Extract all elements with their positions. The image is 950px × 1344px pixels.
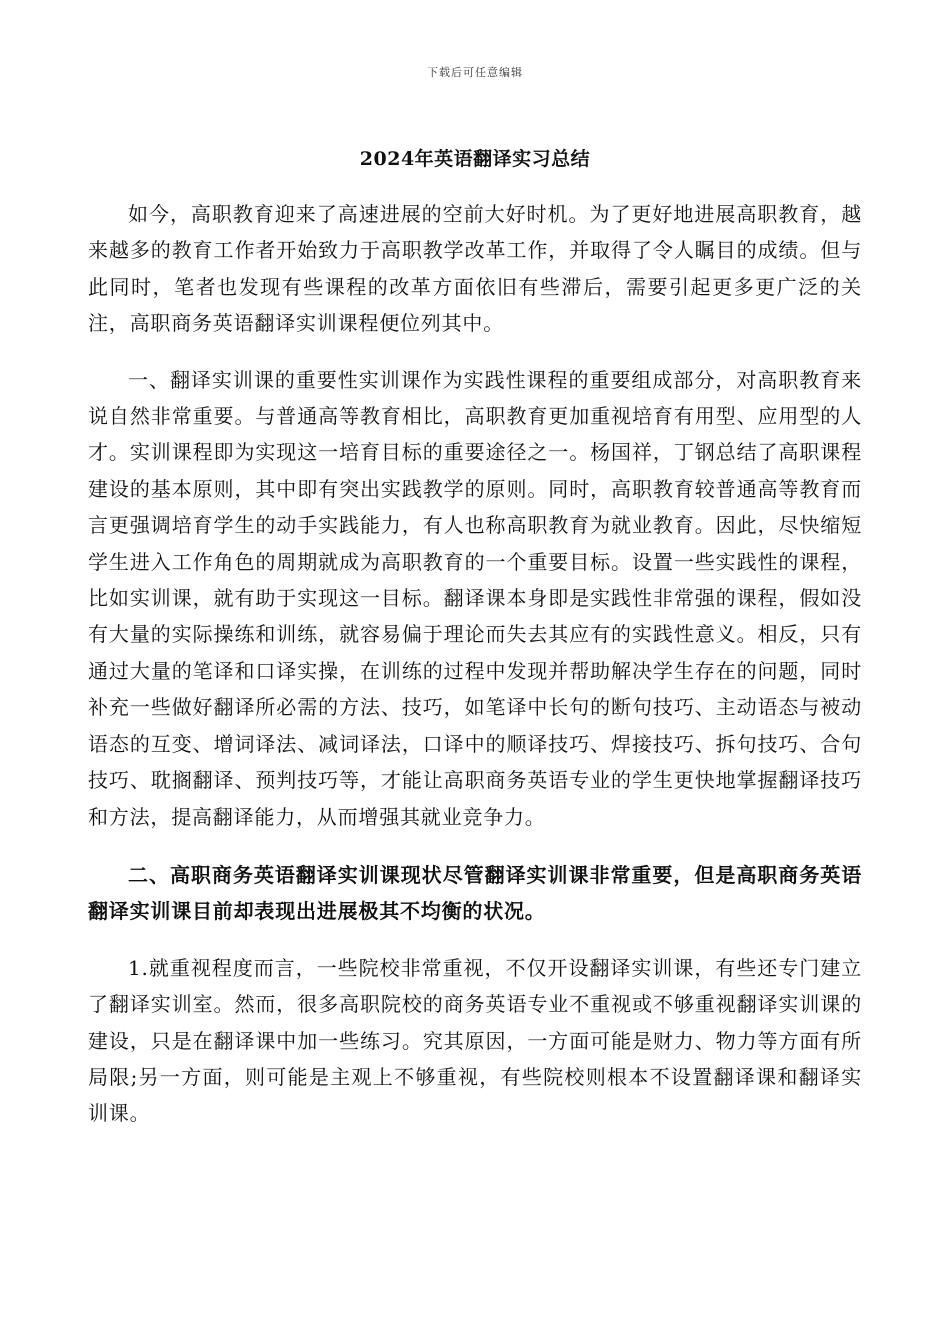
paragraph-section-1: 一、翻译实训课的重要性实训课作为实践性课程的重要组成部分，对高职教育来说自然非常重要。与普通高等教育相比，高职教育更加重视培育有用型、应用型的人才。实训课程即为实现这一培育目标的重要途径之一。杨国祥，丁钢总结了高职课程建设的基本原则，其中即有突出实践教学的原则。同时，高职教育较普通高等教育而言更强调培育学生的动手实践能力，有人也称高职教育为就业教育。因此，尽快缩短学生进入工作角色的周期就成为高职教育的一个重要目标。设置一些实践性的课程，比如实训课，就有助于实现这一目标。翻译课本身即是实践性非常强的课程，假如没有大量的实际操练和训练，就容易偏于理论而失去其应有的实践性意义。相反，只有通过大量的笔译和口译实操，在训练的过程中发现并帮助解决学生存在的问题，同时补充一些做好翻译所必需的方法、技巧，如笔译中长句的断句技巧、主动语态与被动语态的互变、增词译法、减词译法，口译中的顺译技巧、焊接技巧、拆句技巧、合句技巧、耽搁翻译、预判技巧等，才能让高职商务英语专业的学生更快地掌握翻译技巧和方法，提高翻译能力，从而增强其就业竞争力。 xyxy=(88,367,862,829)
document-title: 2024年英语翻译实习总结 xyxy=(359,148,591,170)
paragraph-point-1: 1.就重视程度而言，一些院校非常重视，不仅开设翻译实训课，有些还专门建立了翻译实训室。然而，很多高职院校的商务英语专业不重视或不够重视翻译实训课的建设，只是在翻译课中加一些练习。究其原因，一方面可能是财力、物力等方面有所局限;另一方面，则可能是主观上不够重视，有些院校则根本不设置翻译课和翻译实训课。 xyxy=(88,955,862,1126)
paragraph-intro: 如今，高职教育迎来了高速进展的空前大好时机。为了更好地进展高职教育，越来越多的教育工作者开始致力于高职教学改革工作，并取得了令人瞩目的成绩。但与此同时，笔者也发现有些课程的改革方面依旧有些滞后，需要引起更多更广泛的关注，高职商务英语翻译实训课程便位列其中。 xyxy=(88,202,862,336)
document-body xyxy=(88,196,862,1132)
paragraph-section-2-heading: 二、高职商务英语翻译实训课现状尽管翻译实训课非常重要，但是高职商务英语翻译实训课目前却表现出进展极其不均衡的状况。 xyxy=(88,862,862,924)
header-note: 下载后可任意编辑 xyxy=(427,66,523,79)
